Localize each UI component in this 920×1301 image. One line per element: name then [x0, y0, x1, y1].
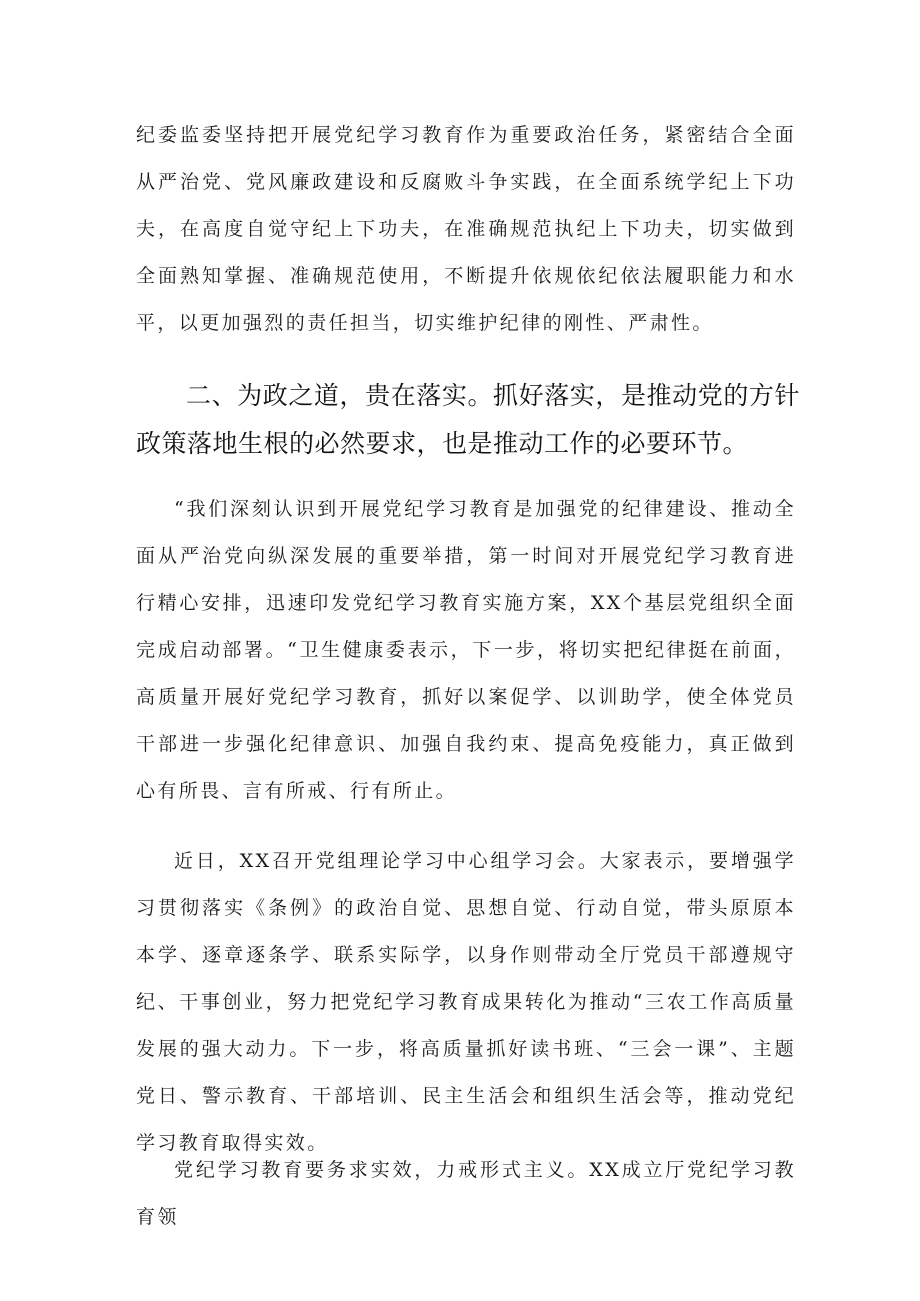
body-paragraph-4: 党纪学习教育要务求实效，力戒形式主义。XX成立厅党纪学习教育领: [136, 1159, 796, 1228]
body-paragraph-3: 近日，XX召开党组理论学习中心组学习会。大家表示，要增强学习贯彻落实《条例》的政治自觉、思想自觉、行动自觉，带头原原本本学、逐章逐条学、联系实际学，以身作则带动全厅党员干部遵规守纪、干事创业，努力把党纪学习教育成果转化为推动“三农工作高质量发展的强大动力。下一步，将高质量抓好读书班、“三会一课”、主题党日、警示教育、干部培训、民主生活会和组织生活会等，推动党纪学习教育取得实效。: [136, 850, 796, 1154]
body-paragraph-1: 纪委监委坚持把开展党纪学习教育作为重要政治任务，紧密结合全面从严治党、党风廉政建设和反腐败斗争实践，在全面系统学纪上下功夫，在高度自觉守纪上下功夫，在准确规范执纪上下功夫，切实做到全面熟知掌握、准确规范使用，不断提升依规依纪依法履职能力和水平，以更加强烈的责任担当，切实维护纪律的刚性、严肃性。: [136, 124, 796, 334]
section-heading-2: 二、为政之道，贵在落实。抓好落实，是推动党的方针政策落地生根的必然要求，也是推动工作的必要环节。: [136, 381, 800, 458]
body-paragraph-2: “我们深刻认识到开展党纪学习教育是加强党的纪律建设、推动全面从严治党向纵深发展的重要举措，第一时间对开展党纪学习教育进行精心安排，迅速印发党纪学习教育实施方案，XX个基层党组织全面完成启动部署。“卫生健康委表示，下一步，将切实把纪律挺在前面，高质量开展好党纪学习教育，抓好以案促学、以训助学，使全体党员干部进一步强化纪律意识、加强自我约束、提高免疫能力，真正做到心有所畏、言有所戒、行有所止。: [136, 498, 796, 802]
